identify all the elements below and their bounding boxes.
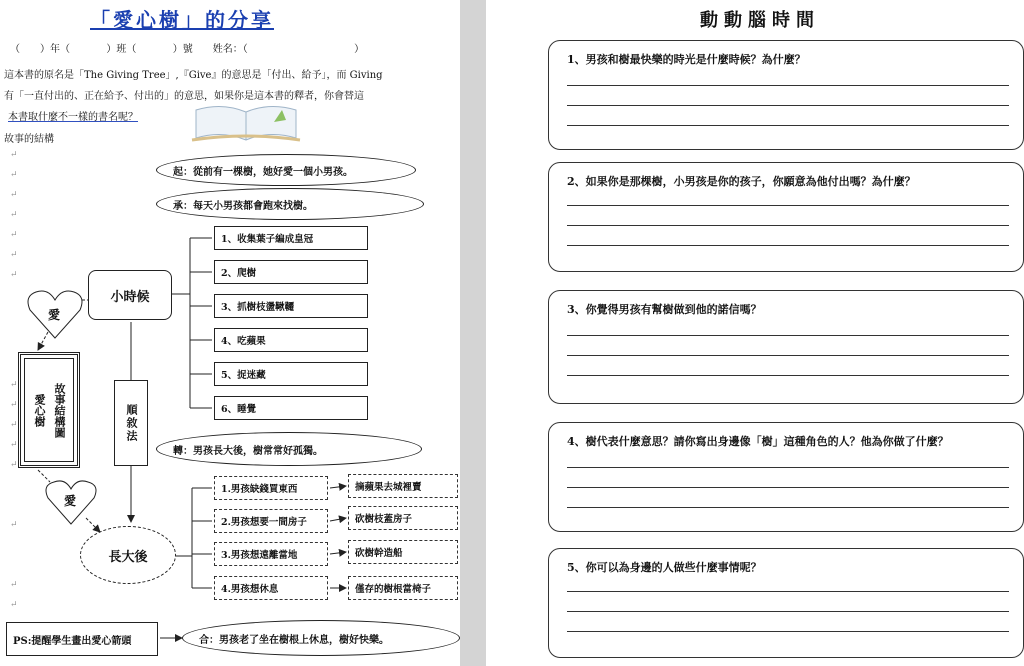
question-3-text: 3、你覺得男孩有幫樹做到他的諾信嗎？ [567,303,762,316]
adult-result-3: 砍樹幹造船 [348,540,458,564]
child-item-5: 5、捉迷藏 [214,362,368,386]
story-qi-ellipse: 起：從前有一棵樹，她好愛一個小男孩。 [156,154,416,186]
story-structure-label: 故事的結構 [4,134,54,145]
answer-line[interactable] [567,245,1009,246]
student-info-line: （ ）年（ ）班（ ）號 姓名：（ ） [10,44,365,55]
answer-line[interactable] [567,631,1009,632]
question-card-4 [548,422,1024,532]
adult-result-4: 僅存的樹根當椅子 [348,576,458,600]
ps-note-box: PS:提醒學生畫出愛心箭頭 [6,622,158,656]
answer-line[interactable] [567,375,1009,376]
question-card-2 [548,162,1024,272]
adult-item-3: 3.男孩想遠離當地 [214,542,328,566]
story-zhuan-ellipse: 轉：男孩長大後，樹常常好孤獨。 [156,432,422,466]
question-5-text: 5、你可以為身邊的人做些什麼事情呢？ [567,561,762,574]
grownup-node: 長大後 [80,526,176,584]
answer-line[interactable] [567,487,1009,488]
child-item-4: 4、吃蘋果 [214,328,368,352]
adult-item-1: 1.男孩缺錢買東西 [214,476,328,500]
answer-line[interactable] [567,85,1009,86]
answer-line[interactable] [567,205,1009,206]
frame-title-structure: 故事結構圖 [53,382,66,438]
child-item-3: 3、抓樹枝盪鞦韆 [214,294,368,318]
adult-result-2: 砍樹枝蓋房子 [348,506,458,530]
intro-line-3: 本書取什麼不一樣的書名呢？ [8,112,138,123]
question-2-text: 2、如果你是那棵樹，小男孩是你的孩子，你願意為他付出嗎？為什麼？ [567,175,916,188]
answer-line[interactable] [567,611,1009,612]
intro-line-1: 這本書的原名是「The Giving Tree」,『Give』的意思是「付出、給予」，而 Giving [4,70,383,81]
adult-item-4: 4.男孩想休息 [214,576,328,600]
answer-line[interactable] [567,225,1009,226]
child-item-1: 1、收集葉子編成皇冠 [214,226,368,250]
story-cheng-ellipse: 承：每天小男孩都會跑來找樹。 [156,188,424,220]
adult-item-2: 2.男孩想要一間房子 [214,509,328,533]
story-he-ellipse: 合：男孩老了坐在樹根上休息，樹好快樂。 [182,620,460,656]
answer-line[interactable] [567,355,1009,356]
question-1-text: 1、男孩和樹最快樂的時光是什麼時候？為什麼？ [567,53,806,66]
left-page: 「愛心樹」的分享 （ ）年（ ）班（ ）號 姓名：（ ） 這本書的原名是「The Giving Tree」,『Give』的意思是「付出、給予」，而 Giving 有「一直付出的、正在給予、付出的」的意思，如果你是這本書的釋者，你會替這 本書取什麼不一樣的書名呢？ 故事的結構 ↵ ↵ ↵ ↵ ↵ ↵ ↵ ↵ ↵ ↵ ↵ ↵ ↵ ↵ ↵ 起：從前有一棵樹，她好愛一個小男孩。 承：每天小男孩都會跑來找樹。 轉：男孩長大後，樹常常好孤獨。 合：男孩老了坐在樹根上休息，樹好快樂。 小時候 1、收集葉子編成皇冠 2、爬樹 3、抓樹枝盪鞦韆 4、吃蘋果 5、捉迷藏 6、睡覺 順敘法 愛 愛 故事結構圖 愛心樹 長大後 1.男孩缺錢買東西 2.男孩想要一間房子 3.男孩想遠離當地 4.男孩想休息 摘蘋果去城裡賣 砍樹枝蓋房子 砍樹幹造船 僅存的樹根當椅子 PS:提醒學生畫出愛心箭頭 [0,0,460,666]
frame-title-tree: 愛心樹 [33,393,46,427]
question-card-3 [548,290,1024,404]
answer-line[interactable] [567,507,1009,508]
question-4-text: 4、樹代表什麼意思？請你寫出身邊像「樹」這種角色的人？他為你做了什麼？ [567,435,949,448]
answer-line[interactable] [567,591,1009,592]
answer-line[interactable] [567,467,1009,468]
chronological-order-box: 順敘法 [114,380,148,466]
child-item-6: 6、睡覺 [214,396,368,420]
question-card-5 [548,548,1024,658]
childhood-node: 小時候 [88,270,172,320]
child-item-2: 2、爬樹 [214,260,368,284]
story-structure-frame [18,352,80,468]
heart-bottom: 愛 [44,478,98,526]
brainstorm-title: 動動腦時間 [700,10,820,31]
question-card-1 [548,40,1024,150]
intro-line-2: 有「一直付出的、正在給予、付出的」的意思，如果你是這本書的釋者，你會替這 [4,91,364,102]
answer-line[interactable] [567,335,1009,336]
heart-top: 愛 [26,288,84,340]
answer-line[interactable] [567,105,1009,106]
answer-line[interactable] [567,125,1009,126]
worksheet-title: 「愛心樹」的分享 [90,8,274,32]
adult-result-1: 摘蘋果去城裡賣 [348,474,458,498]
